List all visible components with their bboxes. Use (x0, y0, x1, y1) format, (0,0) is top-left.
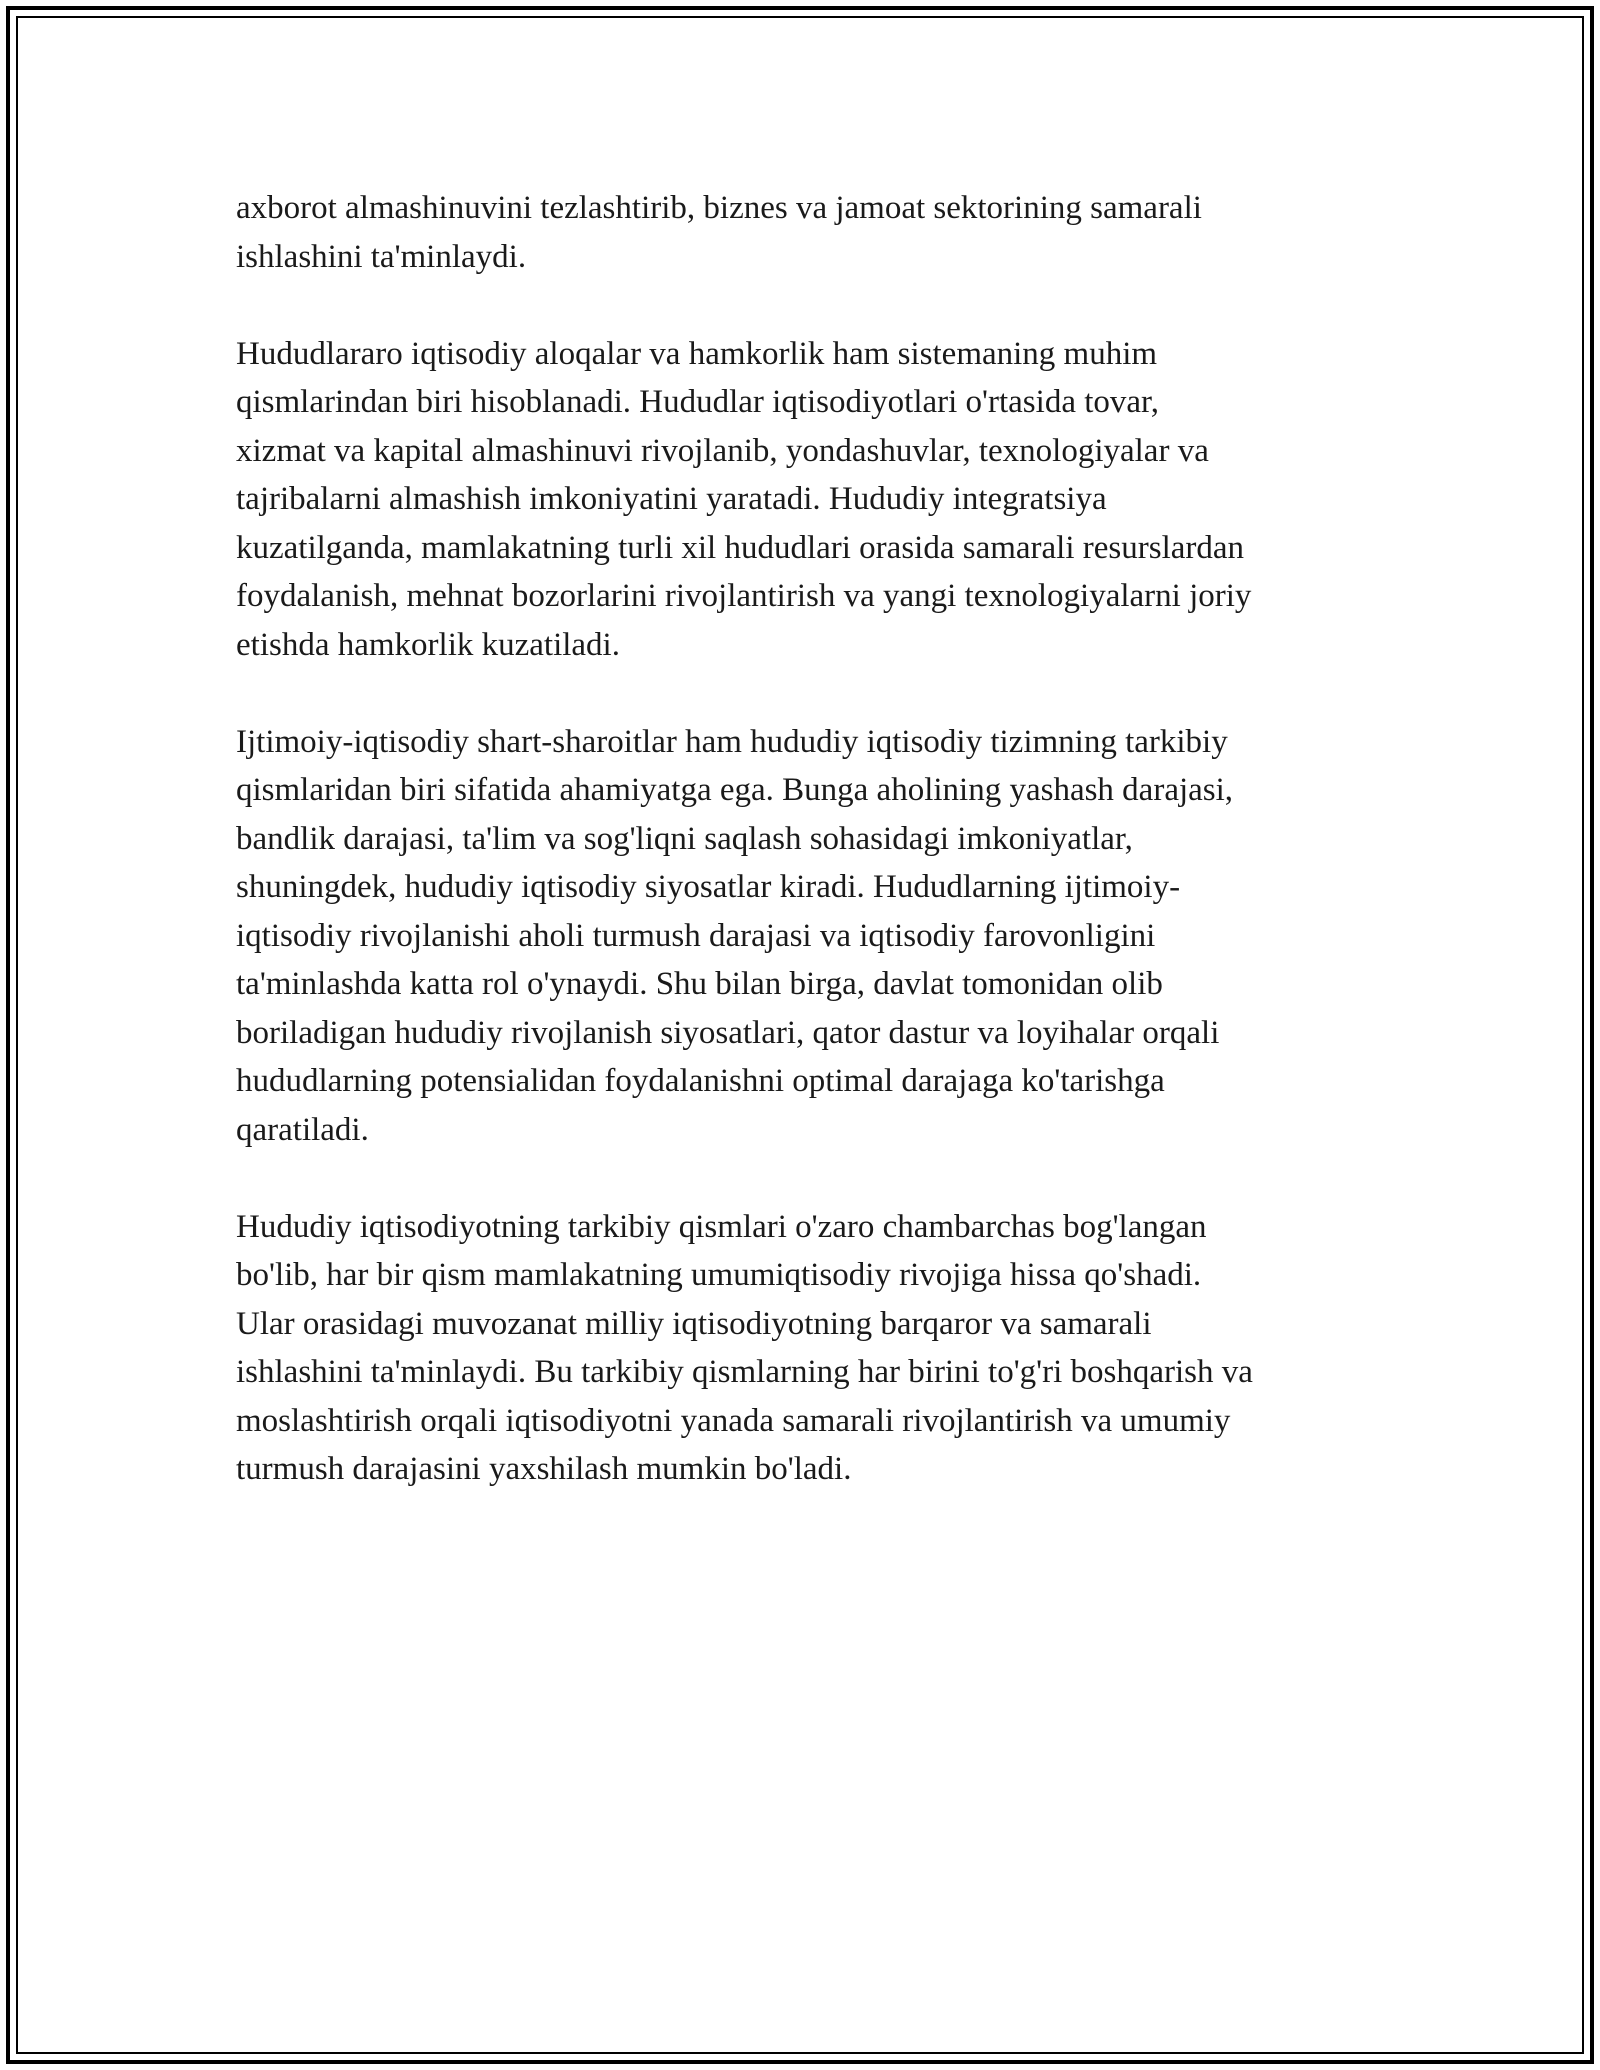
paragraph: Hududiy iqtisodiyotning tarkibiy qismlari o'zaro chambarchas bog'langan bo'lib, har bir qism mamlakatning umumiqtisodiy rivojiga hissa qo'shadi. Ular orasidagi muvozanat milliy iqtisodiyotning barqaror va samarali ishlashini ta'minlaydi. Bu tarkibiy qismlarning har birini to'g'ri boshqarish va moslashtirish orqali iqtisodiyotni yanada samarali rivojlantirish va umumiy turmush darajasini yaxshilash mumkin bo'ladi. (236, 1208, 1253, 1487)
paragraph: Ijtimoiy-iqtisodiy shart-sharoitlar ham hududiy iqtisodiy tizimning tarkibiy qismlaridan biri sifatida ahamiyatga ega. Bunga aholining yashash darajasi, bandlik darajasi, ta'lim va sog'liqni saqlash sohasidagi imkoniyatlar, shuningdek, hududiy iqtisodiy siyosatlar kiradi. Hududlarning ijtimoiy- iqtisodiy rivojlanishi aholi turmush darajasi va iqtisodiy farovonligini ta'minlashda katta rol o'ynaydi. Shu bilan birga, davlat tomonidan olib boriladigan hududiy rivojlanish siyosatlari, qator dastur va loyihalar orqali hududlarning potensialidan foydalanishni optimal darajaga ko'tarishga qaratiladi. (236, 723, 1234, 1148)
paragraph: Hududlararo iqtisodiy aloqalar va hamkorlik ham sistemaning muhim qismlarindan biri hisoblanadi. Hududlar iqtisodiyotlari o'rtasida tovar, xizmat va kapital almashinuvi rivojlanib, yondashuvlar, texnologiyalar va tajribalarni almashish imkoniyatini yaratadi. Hududiy integratsiya kuzatilganda, mamlakatning turli xil hududlari orasida samarali resurslardan foydalanish, mehnat bozorlarini rivojlantirish va yangi texnologiyalarni joriy etishda hamkorlik kuzatiladi. (236, 335, 1252, 663)
paragraph: axborot almashinuvini tezlashtirib, biznes va jamoat sektorining samarali ishlashini ta'minlaydi. (236, 190, 1202, 275)
document-body (236, 184, 1376, 1542)
